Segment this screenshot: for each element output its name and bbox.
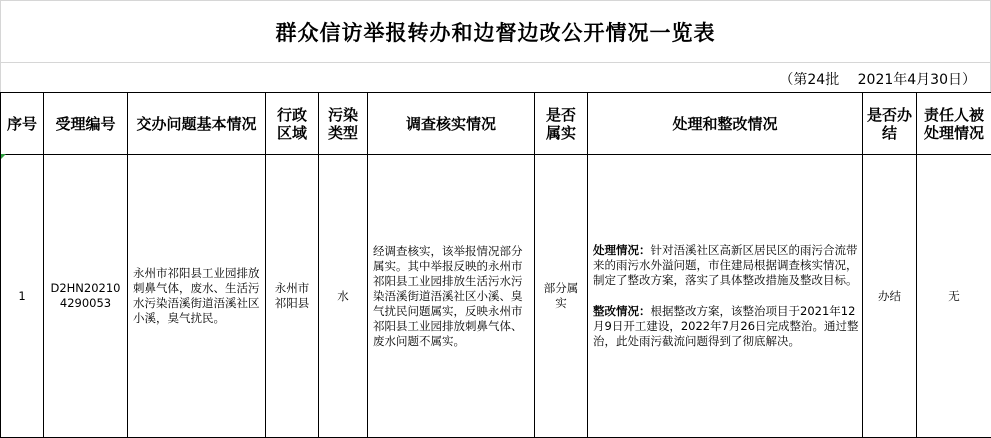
cell-closed: 办结 — [863, 155, 917, 438]
title-bar — [0, 0, 991, 62]
table-row — [1, 155, 991, 438]
handling-process — [593, 243, 859, 288]
cell-corner-marker — [1, 154, 6, 159]
header-handling: 处理和整改情况 — [588, 93, 863, 155]
cell-verified: 部分属实 — [535, 155, 588, 438]
cell-handling — [588, 155, 863, 438]
header-pollution: 污染类型 — [319, 93, 368, 155]
header-row — [1, 93, 991, 155]
cell-issue: 永州市祁阳县工业园排放刺鼻气体，废水、生活污水污染浯溪街道浯溪社区小溪，臭气扰民。 — [128, 155, 266, 438]
header-investigation: 调查核实情况 — [368, 93, 535, 155]
cell-receipt-no: D2HN202104290053 — [44, 155, 128, 438]
handling-rectification-label: 整改情况： — [593, 304, 651, 318]
header-receipt-no: 受理编号 — [44, 93, 128, 155]
handling-rectification — [593, 304, 859, 349]
cell-region: 永州市祁阳县 — [266, 155, 319, 438]
cell-seq: 1 — [1, 155, 44, 438]
header-verified: 是否属实 — [535, 93, 588, 155]
header-seq: 序号 — [1, 93, 44, 155]
batch-date: （第24批 2021年4月30日） — [779, 72, 976, 88]
cell-accountability: 无 — [917, 155, 991, 438]
report-table — [0, 92, 991, 438]
header-closed: 是否办结 — [863, 93, 917, 155]
page-title: 群众信访举报转办和边督边改公开情况一览表 — [275, 20, 716, 45]
header-accountability: 责任人被处理情况 — [917, 93, 991, 155]
handling-process-label: 处理情况： — [593, 243, 651, 257]
cell-investigation: 经调查核实，该举报情况部分属实。其中举报反映的永州市祁阳县工业园排放生活污水污染浯溪街道浯溪社区小溪、臭气扰民问题属实，反映永州市祁阳县工业园排放刺鼻气体、废水问题不属实。 — [368, 155, 535, 438]
header-issue: 交办问题基本情况 — [128, 93, 266, 155]
cell-pollution: 水 — [319, 155, 368, 438]
handling-rectification-text: 根据整改方案，该整治项目于2021年12月9日开工建设，2022年7月26日完成整治。通过整治，此处雨污截流问题得到了彻底解决。 — [593, 304, 859, 348]
batch-bar — [0, 62, 991, 93]
handling-process-text: 针对浯溪社区高新区居民区的雨污合流带来的雨污水外溢问题，市住建局根据调查核实情况，制定了整改方案，落实了具体整改措施及整改目标。 — [593, 243, 858, 287]
header-region: 行政区域 — [266, 93, 319, 155]
